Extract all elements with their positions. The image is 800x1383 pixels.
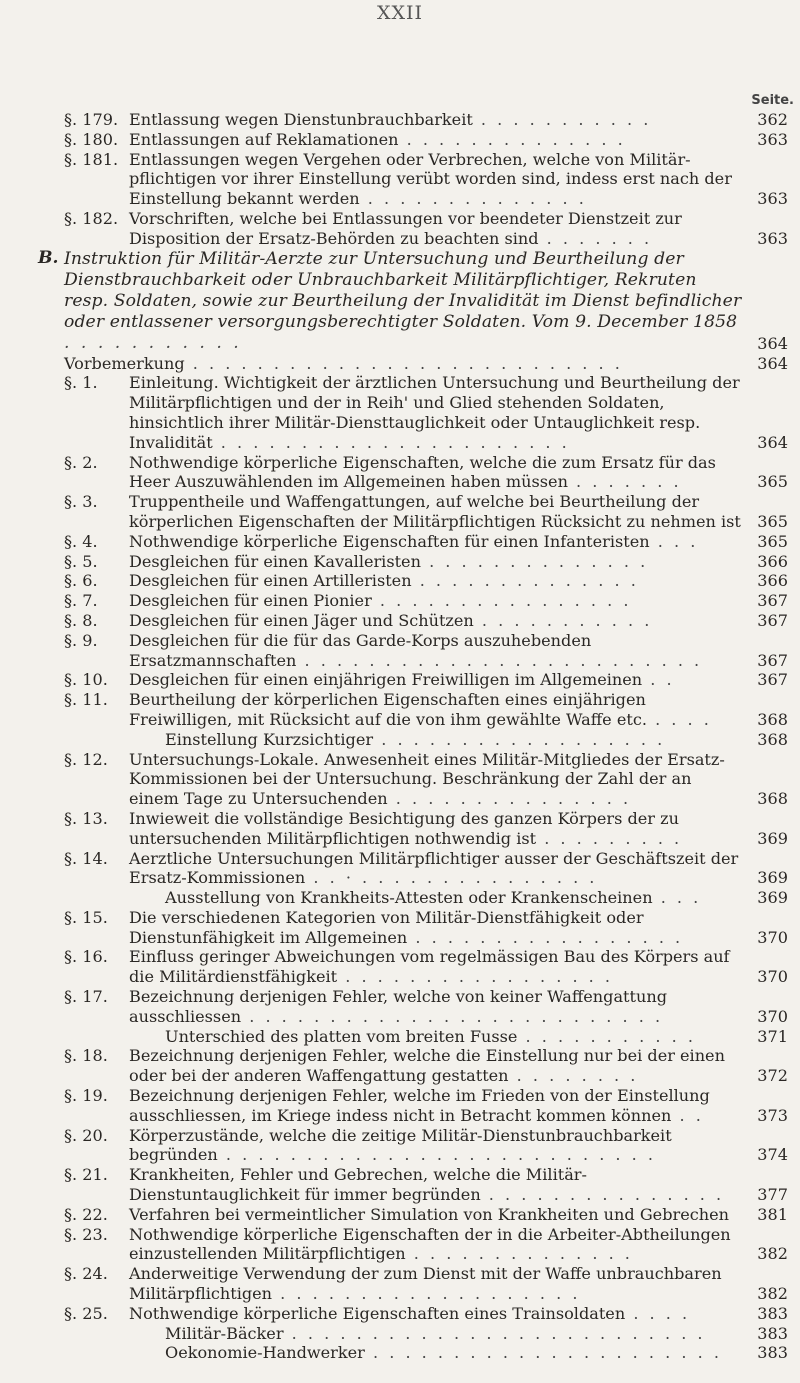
entry-page-number: 383	[757, 1323, 788, 1343]
entry-page-number: 365	[757, 472, 788, 492]
dot-leader: . . . . . . . .	[508, 1066, 639, 1086]
toc-entry	[64, 1205, 788, 1225]
section-number: §. 25.	[64, 1303, 108, 1323]
toc-entry	[64, 809, 788, 849]
section-number: §. 14.	[64, 848, 108, 868]
section-number: §. 5.	[64, 551, 98, 571]
dot-leader: . . . . . . . . . . . . . .	[359, 189, 587, 209]
toc-entry	[64, 888, 788, 908]
toc-entry	[64, 150, 788, 209]
dot-leader: . . . .	[625, 1303, 691, 1323]
entry-title: Nothwendige körperliche Eigenschaften der in die Arbeiter-Abtheilungen einzustellenden Militärpflichtigen	[129, 1224, 731, 1264]
dot-leader: . . . . . . . . . . . . . . . . . . . . . . . . . . .	[184, 353, 623, 373]
section-number: §. 18.	[64, 1046, 108, 1066]
entry-title: Nothwendige körperliche Eigenschaften für einen Infanteristen	[129, 531, 650, 551]
entry-page-number: 370	[757, 927, 788, 947]
toc-entry	[64, 1304, 788, 1324]
section-number: §. 179.	[64, 110, 119, 129]
entry-page-number: 382	[757, 1284, 788, 1304]
section-number: §. 4.	[64, 531, 98, 551]
page-number: XXII	[376, 2, 424, 24]
section-number: §. 16.	[64, 947, 108, 967]
entry-title: Entlassungen auf Reklamationen	[129, 129, 399, 149]
entry-page-number: 363	[757, 189, 788, 209]
dot-leader: . . . . . . . . . . . . . . .	[387, 789, 632, 809]
dot-leader: . . .	[652, 888, 702, 908]
entry-title: Nothwendige körperliche Eigenschaften eines Trainsoldaten	[129, 1303, 626, 1323]
toc-entry	[64, 492, 788, 532]
entry-title: Aerztliche Untersuchungen Militärpflichtiger ausser der Geschäftszeit der Ersatz-Kommissionen	[129, 848, 739, 888]
dot-leader: . . . . . . . . . . . . . . . . .	[337, 967, 614, 987]
entry-title: Desgleichen für einen Pionier	[129, 591, 372, 611]
entry-page-number: 372	[757, 1066, 788, 1086]
toc-entry	[64, 1165, 788, 1205]
section-number: §. 11.	[64, 690, 108, 710]
section-number: §. 20.	[64, 1125, 108, 1145]
dot-leader: . . . . . . . . . . .	[472, 110, 652, 129]
entry-page-number: 367	[757, 670, 788, 690]
entry-page-number: 369	[757, 868, 788, 888]
toc-entry	[64, 571, 788, 591]
section-number: §. 13.	[64, 808, 108, 828]
toc-entry	[64, 354, 788, 374]
entry-title: Bezeichnung derjenigen Fehler, welche im Frieden von der Einstellung ausschliessen, im Kriege indess nicht in Betracht kommen können	[129, 1086, 710, 1125]
section-number: §. 17.	[64, 987, 108, 1007]
entry-title: Desgleichen für einen einjährigen Freiwilligen im Allgemeinen	[129, 670, 643, 690]
dot-leader: . . · . . . . . . . . . . . . . . .	[305, 868, 598, 888]
entry-title: Beurtheilung der körperlichen Eigenschaften eines einjährigen Freiwilligen, mit Rücksicht auf die von ihm gewählte Waffe etc.	[129, 690, 647, 729]
section-number: B.	[38, 247, 59, 268]
entry-title: Inwieweit die vollständige Besichtigung des ganzen Körpers der zu untersuchenden Militärpflichtigen nothwendig ist	[129, 808, 679, 848]
section-number: §. 6.	[64, 571, 98, 591]
dot-leader: . . . . . . . . . . . . . .	[411, 571, 639, 591]
entry-page-number: 367	[757, 591, 788, 611]
entry-title: Unterschied des platten vom breiten Fusse	[165, 1026, 518, 1046]
entry-page-number: 383	[757, 1303, 788, 1323]
entry-page-number: 369	[757, 888, 788, 908]
dot-leader: . . . . . . . . . . . . . . .	[480, 1185, 725, 1205]
toc-entry	[64, 1086, 788, 1126]
toc-entry	[64, 1046, 788, 1086]
section-number: §. 1.	[64, 373, 98, 393]
entry-page-number: 370	[757, 1006, 788, 1026]
entry-title: Einfluss geringer Abweichungen vom regelmässigen Bau des Körpers auf die Militärdienstfähigkeit	[129, 947, 730, 987]
toc-entry	[64, 110, 788, 130]
dot-leader: . . .	[649, 531, 699, 551]
entry-title: Körperzustände, welche die zeitige Militär-Dienstunbrauchbarkeit begründen	[129, 1125, 672, 1165]
section-number: §. 9.	[64, 630, 98, 650]
entry-page-number: 364	[757, 353, 788, 373]
dot-leader: . . . . . . . . . . .	[517, 1026, 696, 1046]
entry-page-number: 364	[757, 333, 788, 353]
dot-leader: . . . . . . . . . . . . . . . . . . . . . . . . . . .	[217, 1145, 656, 1165]
entry-page-number: 362	[757, 110, 788, 129]
entry-title: Ausstellung von Krankheits-Attesten oder Krankenscheinen	[165, 888, 653, 908]
dot-leader: . . . . . . .	[538, 228, 653, 248]
dot-leader: . .	[642, 670, 675, 690]
entry-title: Verfahren bei vermeintlicher Simulation von Krankheiten und Gebrechen	[129, 1204, 729, 1224]
entry-page-number: 368	[757, 729, 788, 749]
entry-page-number: 363	[757, 129, 788, 149]
entry-title: Desgleichen für einen Kavalleristen	[129, 551, 421, 571]
entry-page-number: 367	[757, 650, 788, 670]
section-number: §. 180.	[64, 129, 119, 149]
toc-entry	[38, 247, 788, 354]
entry-page-number: 364	[757, 432, 788, 452]
entry-title: Die verschiedenen Kategorien von Militär-Dienstfähigkeit oder Dienstunfähigkeit im Allgemeinen	[129, 907, 644, 947]
entry-title: Vorschriften, welche bei Entlassungen vor beendeter Dienstzeit zur Disposition der Ersatz-Behörden zu beachten sind	[129, 208, 682, 248]
section-number: §. 182.	[64, 208, 119, 228]
toc-entry	[64, 209, 788, 249]
dot-leader: . . . . . . . . . . . . . . . . .	[407, 927, 684, 947]
section-number: §. 3.	[64, 492, 98, 512]
dot-leader: . . . . . . . . . . . . . .	[420, 551, 649, 571]
dot-leader: . .	[671, 1105, 704, 1125]
entry-title: Desgleichen für die für das Garde-Korps auszuhebenden Ersatzmannschaften	[129, 630, 592, 670]
entry-title: Desgleichen für einen Jäger und Schützen	[129, 610, 474, 630]
table-of-contents	[38, 110, 788, 1363]
entry-page-number: 365	[757, 531, 788, 551]
entry-title: Einstellung Kurzsichtiger	[165, 729, 374, 749]
toc-entry	[64, 730, 788, 750]
section-number: §. 23.	[64, 1224, 108, 1244]
section-number: §. 21.	[64, 1165, 108, 1185]
entry-page-number: 374	[757, 1145, 788, 1165]
entry-page-number: 368	[757, 709, 788, 729]
entry-page-number: 371	[757, 1026, 788, 1046]
toc-entry	[64, 611, 788, 631]
section-number: §. 22.	[64, 1204, 108, 1224]
dot-leader: . . . . . . . . . . .	[64, 332, 242, 353]
entry-title: Vorbemerkung	[64, 353, 185, 373]
dot-leader: . . . . . . . . . . . . . . . . . . . . . . . . . .	[241, 1006, 664, 1026]
dot-leader: . . . .	[646, 709, 712, 729]
toc-entry	[64, 453, 788, 493]
dot-leader: . . . . . . . . . . . . . .	[405, 1244, 633, 1264]
entry-title: Bezeichnung derjenigen Fehler, welche von keiner Waffengattung ausschliessen	[129, 987, 668, 1026]
entry-page-number: 367	[757, 610, 788, 630]
entry-title: Krankheiten, Fehler und Gebrechen, welche die Militär-Dienstuntauglichkeit für immer begründen	[129, 1165, 587, 1205]
entry-title: Entlassung wegen Dienstunbrauchbarkeit	[129, 110, 473, 129]
entry-page-number: 366	[757, 571, 788, 591]
dot-leader: . . . . . . . . .	[536, 828, 683, 848]
toc-entry	[64, 849, 788, 889]
entry-page-number: 370	[757, 967, 788, 987]
entry-title: Anderweitige Verwendung der zum Dienst mit der Waffe unbrauchbaren Militärpflichtigen	[129, 1264, 722, 1304]
entry-title: Militär-Bäcker	[165, 1323, 284, 1343]
dot-leader: . . . . . . . . . . . . . . . . . . . . . .	[212, 432, 570, 452]
section-number: §. 12.	[64, 749, 108, 769]
entry-title: Instruktion für Militär-Aerzte zur Untersuchung und Beurtheilung der Dienstbrauchbarkeit oder Unbrauchbarkeit Militärpflichtiger, Rekruten resp. Soldaten, sowie zur Beurtheilung der Invalidität im Dienst befindlicher oder entlassener versorgungsberechtigter Soldaten. Vom 9. December 1858	[64, 248, 742, 332]
entry-page-number: 383	[757, 1343, 788, 1363]
entry-title: Truppentheile und Waffengattungen, auf welche bei Beurtheilung der körperlichen Eigenschaften der Militärpflichtigen Rücksicht zu nehmen ist	[129, 492, 741, 531]
toc-entry	[64, 373, 788, 452]
dot-leader: . . . . . . . . . . . . . . . . . .	[373, 729, 666, 749]
toc-entry	[64, 690, 788, 730]
section-number: §. 15.	[64, 907, 108, 927]
page-column-header: Seite.	[751, 93, 794, 108]
dot-leader: . . . . . . . . . . . . . . . . . . . . . .	[364, 1343, 722, 1363]
toc-entry	[64, 750, 788, 809]
toc-entry	[64, 1264, 788, 1304]
toc-entry	[64, 552, 788, 572]
toc-entry	[64, 1225, 788, 1265]
toc-entry	[64, 908, 788, 948]
section-number: §. 7.	[64, 591, 98, 611]
toc-entry	[64, 532, 788, 552]
entry-page-number: 368	[757, 789, 788, 809]
section-number: §. 10.	[64, 670, 108, 690]
section-number: §. 181.	[64, 149, 119, 169]
section-number: §. 24.	[64, 1264, 108, 1284]
entry-page-number: 377	[757, 1185, 788, 1205]
dot-leader: . . . . . . . . . . . . . . . .	[371, 591, 632, 611]
entry-page-number: 381	[757, 1204, 788, 1224]
toc-entry	[64, 1343, 788, 1363]
entry-page-number: 363	[757, 228, 788, 248]
entry-page-number: 369	[757, 828, 788, 848]
entry-title: Desgleichen für einen Artilleristen	[129, 571, 412, 591]
dot-leader: . . . . . . . . . . . . . .	[398, 129, 626, 149]
toc-entry	[64, 1324, 788, 1344]
entry-page-number: 365	[757, 511, 788, 531]
entry-page-number: 382	[757, 1244, 788, 1264]
toc-entry	[64, 631, 788, 671]
toc-entry	[64, 670, 788, 690]
entry-title: Untersuchungs-Lokale. Anwesenheit eines Militär-Mitgliedes der Ersatz-Kommissionen bei der Untersuchung. Beschränkung der Zahl der an einem Tage zu Untersuchenden	[129, 749, 725, 809]
dot-leader: . . . . . . . . . . . . . . . . . . . . . . . . .	[296, 650, 703, 670]
entry-title: Entlassungen wegen Vergehen oder Verbrechen, welche von Militär-pflichtigen vor ihrer Einstellung verübt worden sind, indess erst nach der Einstellung bekannt werden	[129, 149, 732, 209]
entry-title: Einleitung. Wichtigkeit der ärztlichen Untersuchung und Beurtheilung der Militärpflichtigen und der in Reih' und Glied stehenden Soldaten, hinsichtlich ihrer Militär-Diensttauglichkeit oder Untauglichkeit resp. Invalidität	[129, 373, 740, 452]
dot-leader: . . . . . . .	[567, 472, 682, 492]
entry-title: Oekonomie-Handwerker	[165, 1343, 365, 1363]
toc-entry	[64, 947, 788, 987]
toc-entry	[64, 1126, 788, 1166]
entry-title: Bezeichnung derjenigen Fehler, welche die Einstellung nur bei der einen oder bei der anderen Waffengattung gestatten	[129, 1046, 725, 1086]
entry-title: Nothwendige körperliche Eigenschaften, welche die zum Ersatz für das Heer Auszuwählenden im Allgemeinen haben müssen	[129, 452, 716, 492]
entry-page-number: 373	[757, 1105, 788, 1125]
toc-entry	[64, 987, 788, 1027]
toc-entry	[64, 591, 788, 611]
dot-leader: . . . . . . . . . . . . . . . . . . . . . . . . . .	[283, 1323, 706, 1343]
section-number: §. 2.	[64, 452, 98, 472]
section-number: §. 8.	[64, 610, 98, 630]
entry-page-number: 366	[757, 551, 788, 571]
toc-entry	[64, 1027, 788, 1047]
toc-entry	[64, 130, 788, 150]
dot-leader: . . . . . . . . . . . . . . . . . . .	[272, 1284, 581, 1304]
section-number: §. 19.	[64, 1086, 108, 1106]
dot-leader: . . . . . . . . . . .	[473, 610, 653, 630]
